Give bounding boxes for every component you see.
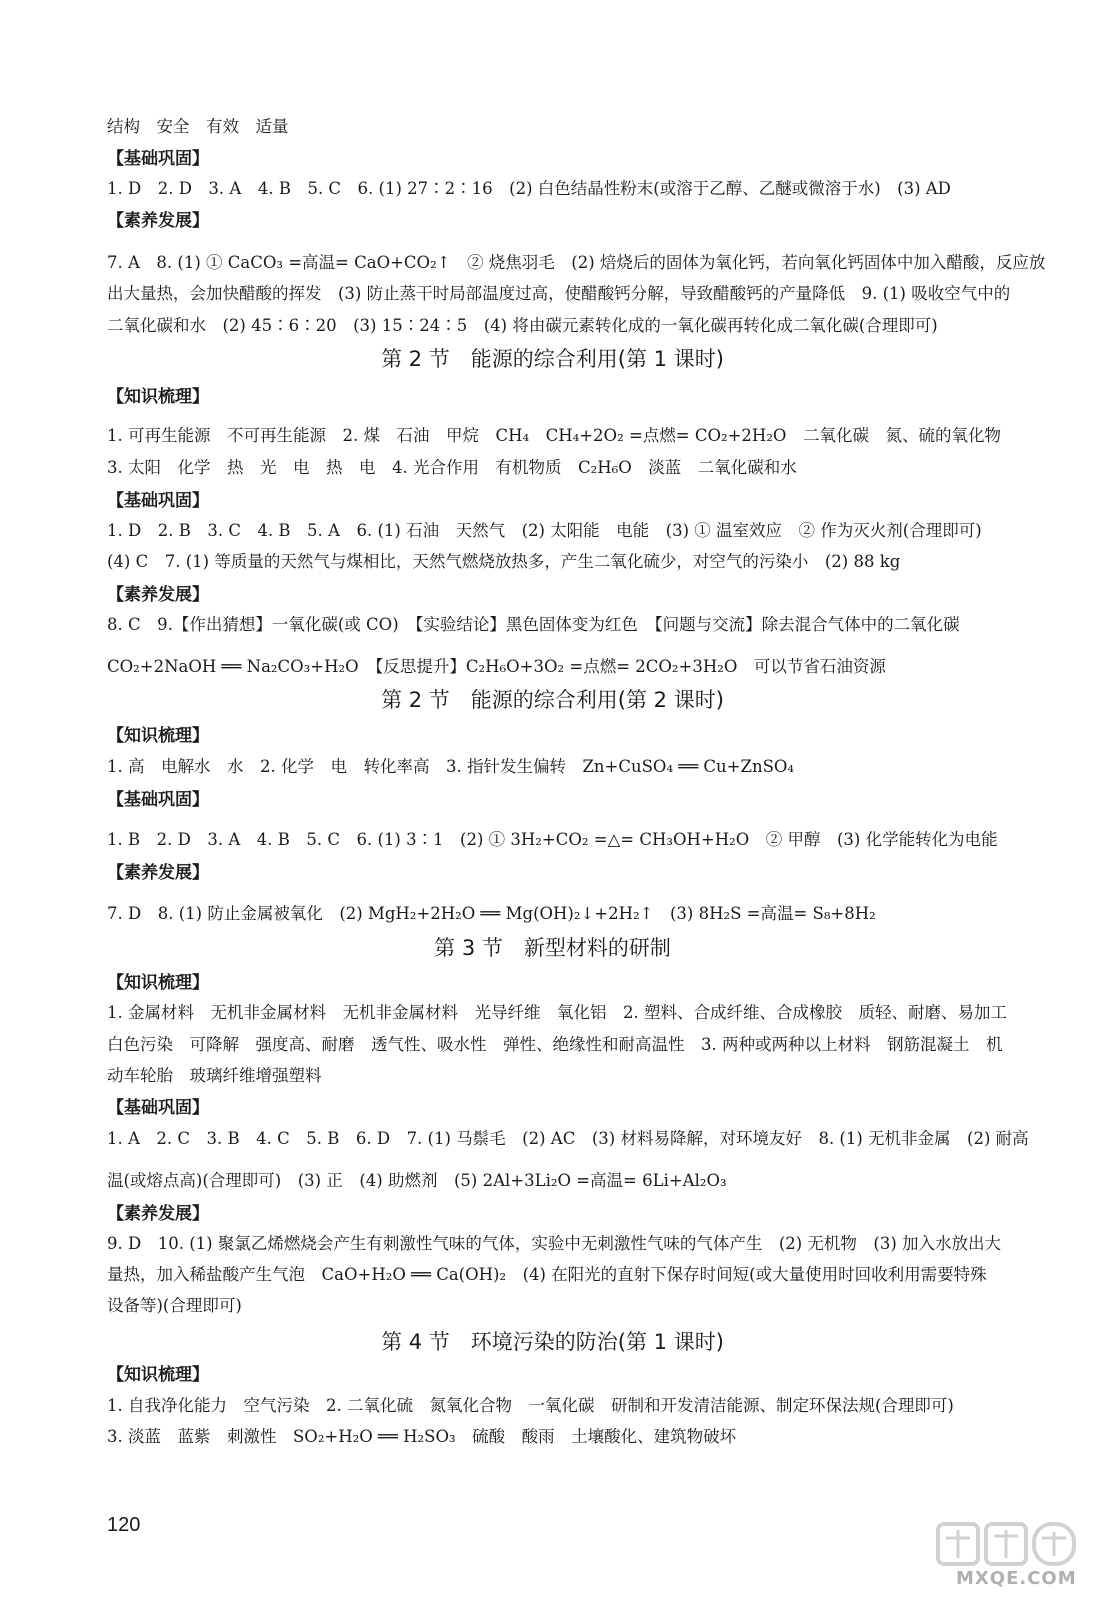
section-title: 第 4 节 环境污染的防治(第 1 课时) xyxy=(381,1330,724,1354)
answer-line: 量热，加入稀盐酸产生气泡 CaO+H₂O ══ Ca(OH)₂ (4) 在阳光的直射下保存时间短(或大量使用时回收利用需要特殊 xyxy=(107,1265,987,1284)
answer-line: 3. 太阳 化学 热 光 电 热 电 4. 光合作用 有机物质 C₂H₆O 淡蓝 二氧化碳和水 xyxy=(107,458,797,477)
header-jichu: 【基础巩固】 xyxy=(107,149,209,169)
answer-line: 8. C 9.【作出猜想】一氧化碳(或 CO) 【实验结论】黑色固体变为红色 【问题与交流】除去混合气体中的二氧化碳 xyxy=(107,615,960,634)
answer-line: 1. A 2. C 3. B 4. C 5. B 6. D 7. (1) 马鬃毛 (2) AC (3) 材料易降解，对环境友好 8. (1) 无机非金属 (2) 耐高 xyxy=(107,1129,1029,1148)
header-zhishi: 【知识梳理】 xyxy=(107,726,209,746)
answer-line: 1. B 2. D 3. A 4. B 5. C 6. (1) 3∶1 (2) ① 3H₂+CO₂ =△= CH₃OH+H₂O ② 甲醇 (3) 化学能转化为电能 xyxy=(107,830,998,849)
answer-line: 二氧化碳和水 (2) 45∶6∶20 (3) 15∶24∶5 (4) 将由碳元素转化成的一氧化碳再转化成二氧化碳(合理即可) xyxy=(107,316,938,335)
header-suyang: 【素养发展】 xyxy=(107,1204,209,1224)
answer-line: 1. D 2. D 3. A 4. B 5. C 6. (1) 27∶2∶16 (2) 白色结晶性粉末(或溶于乙醇、乙醚或微溶于水) (3) AD xyxy=(107,179,951,198)
answer-line: 7. D 8. (1) 防止金属被氧化 (2) MgH₂+2H₂O ══ Mg(OH)₂↓+2H₂↑ (3) 8H₂S =高温= S₈+8H₂ xyxy=(107,904,876,923)
header-zhishi: 【知识梳理】 xyxy=(107,387,209,407)
answer-line: 1. 可再生能源 不可再生能源 2. 煤 石油 甲烷 CH₄ CH₄+2O₂ =点燃= CO₂+2H₂O 二氧化碳 氮、硫的氧化物 xyxy=(107,426,1001,445)
answer-line: 3. 淡蓝 蓝紫 刺激性 SO₂+H₂O ══ H₂SO₃ 硫酸 酸雨 土壤酸化、建筑物破坏 xyxy=(107,1427,737,1446)
answer-line: 1. D 2. B 3. C 4. B 5. A 6. (1) 石油 天然气 (2) 太阳能 电能 (3) ① 温室效应 ② 作为灭火剂(合理即可) xyxy=(107,521,982,540)
header-zhishi: 【知识梳理】 xyxy=(107,973,209,993)
header-jichu: 【基础巩固】 xyxy=(107,491,209,511)
page-number: 120 xyxy=(107,1514,141,1536)
answer-line: 7. A 8. (1) ① CaCO₃ =高温= CaO+CO₂↑ ② 烧焦羽毛 (2) 焙烧后的固体为氧化钙，若向氧化钙固体中加入醋酸，反应放 xyxy=(107,253,1046,272)
answer-line: 温(或熔点高)(合理即可) (3) 正 (4) 助燃剂 (5) 2Al+3Li₂O =高温= 6Li+Al₂O₃ xyxy=(107,1171,727,1190)
header-jichu: 【基础巩固】 xyxy=(107,790,209,810)
answer-line: 1. 高 电解水 水 2. 化学 电 转化率高 3. 指针发生偏转 Zn+CuSO₄ ══ Cu+ZnSO₄ xyxy=(107,757,795,776)
answer-line: 出大量热，会加快醋酸的挥发 (3) 防止蒸干时局部温度过高，使醋酸钙分解，导致醋酸钙的产量降低 9. (1) 吸收空气中的 xyxy=(107,284,1011,303)
answer-line: 1. 金属材料 无机非金属材料 无机非金属材料 光导纤维 氧化铝 2. 塑料、合成纤维、合成橡胶 质轻、耐磨、易加工 xyxy=(107,1003,1007,1022)
answer-line: 白色污染 可降解 强度高、耐磨 透气性、吸水性 弹性、绝缘性和耐高温性 3. 两种或两种以上材料 钢筋混凝土 机 xyxy=(107,1035,1003,1054)
header-suyang: 【素养发展】 xyxy=(107,863,209,883)
watermark-text: MXQE.COM xyxy=(956,1568,1077,1589)
section-title: 第 2 节 能源的综合利用(第 2 课时) xyxy=(381,688,724,712)
answer-line: CO₂+2NaOH ══ Na₂CO₃+H₂O 【反思提升】C₂H₆O+3O₂ =点燃= 2CO₂+3H₂O 可以节省石油资源 xyxy=(107,657,886,676)
section-title: 第 2 节 能源的综合利用(第 1 课时) xyxy=(381,347,724,371)
section-title: 第 3 节 新型材料的研制 xyxy=(434,936,671,960)
answer-line: 9. D 10. (1) 聚氯乙烯燃烧会产生有刺激性气味的气体，实验中无刺激性气味的气体产生 (2) 无机物 (3) 加入水放出大 xyxy=(107,1234,1002,1253)
header-jichu: 【基础巩固】 xyxy=(107,1098,209,1118)
answer-line: 设备等)(合理即可) xyxy=(107,1296,242,1315)
header-suyang: 【素养发展】 xyxy=(107,211,209,231)
header-suyang: 【素养发展】 xyxy=(107,585,209,605)
header-zhishi: 【知识梳理】 xyxy=(107,1365,209,1385)
answer-line: 动车轮胎 玻璃纤维增强塑料 xyxy=(107,1066,322,1085)
answer-line: 结构 安全 有效 适量 xyxy=(107,117,289,136)
answer-line: 1. 自我净化能力 空气污染 2. 二氧化硫 氮氧化合物 一氧化碳 研制和开发清洁能源、制定环保法规(合理即可) xyxy=(107,1396,954,1415)
answer-line: (4) C 7. (1) 等质量的天然气与煤相比，天然气燃烧放热多，产生二氧化硫少，对空气的污染小 (2) 88 kg xyxy=(107,552,901,571)
